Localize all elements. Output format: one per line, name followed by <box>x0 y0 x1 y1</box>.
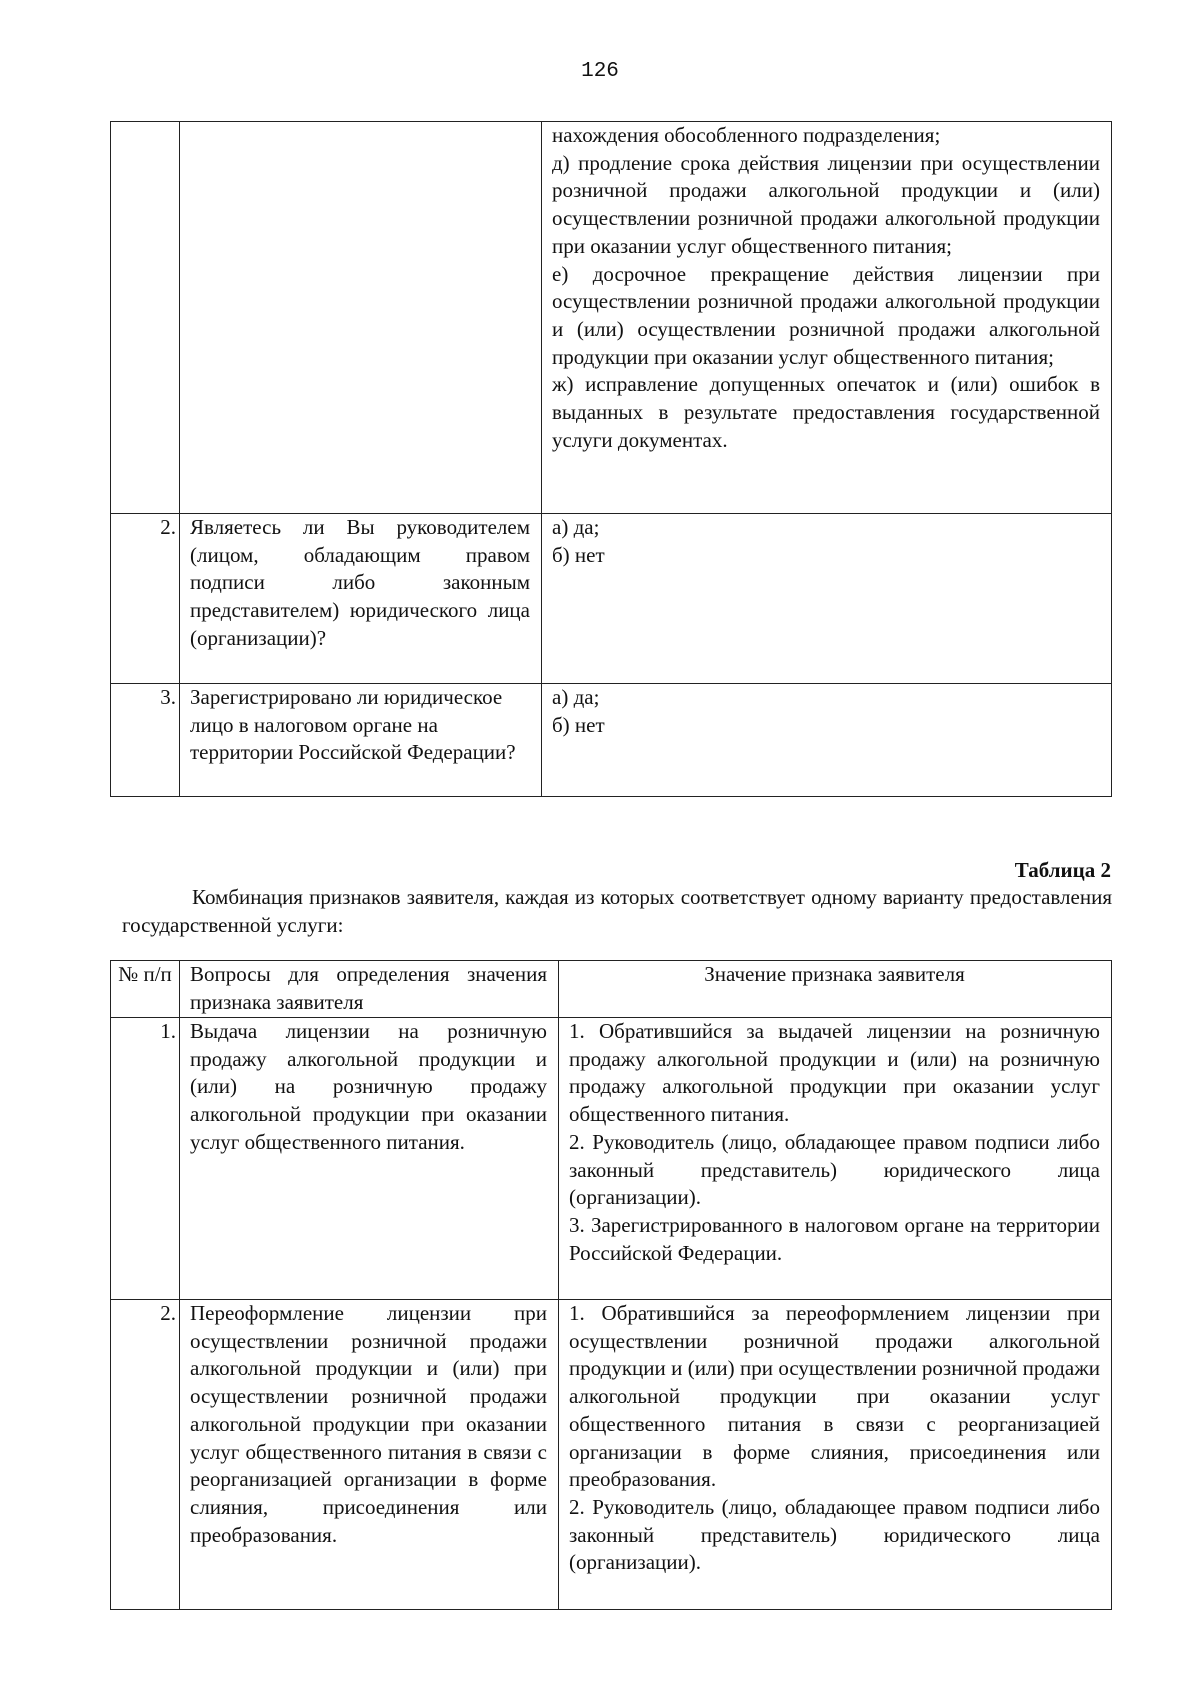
criteria-table-2 <box>110 960 1112 1610</box>
value-item: 3. Зарегистрированного в налоговом органе на территории Российской Федерации. <box>569 1212 1100 1265</box>
table-row <box>111 122 1112 514</box>
question-cell: Выдача лицензии на розничную продажу алкогольной продукции и (или) на розничную продажу алкогольной продукции при оказании услуг общественного питания. <box>180 1018 559 1300</box>
row-number <box>111 122 180 514</box>
value-item: 1. Обратившийся за выдачей лицензии на розничную продажу алкогольной продукции и (или) на розничную продажу алкогольной продукции при оказании услуг общественного питания. <box>569 1019 1100 1127</box>
question-cell <box>180 122 542 514</box>
table-header-row <box>111 961 1112 1018</box>
answer-option: а) да; <box>552 515 600 539</box>
value-cell <box>559 1300 1112 1610</box>
table-row <box>111 1300 1112 1610</box>
row-number: 2. <box>111 1300 180 1610</box>
answer-line: нахождения обособленного подразделения; <box>552 123 941 147</box>
answer-option: е) досрочное прекращение действия лицензии при осуществлении розничной продажи алкогольной продукции и (или) осуществлении розничной продажи алкогольной продукции при оказании услуг общественного питания; <box>552 261 1100 369</box>
header-number: № п/п <box>111 961 180 1018</box>
header-question: Вопросы для определения значения признака заявителя <box>180 961 559 1018</box>
value-cell <box>559 1018 1112 1300</box>
header-value: Значение признака заявителя <box>559 961 1112 1018</box>
table-row <box>111 1018 1112 1300</box>
table-intro-paragraph: Комбинация признаков заявителя, каждая из которых соответствует одному варианту предоставления государственной услуги: <box>122 885 1112 937</box>
answer-option: ж) исправление допущенных опечаток и (или) ошибок в выданных в результате предоставления государственной услуги документах. <box>552 372 1100 452</box>
page-number: 126 <box>581 60 619 83</box>
answers-cell <box>542 684 1112 797</box>
answer-option: а) да; <box>552 685 600 709</box>
answer-option: д) продление срока действия лицензии при осуществлении розничной продажи алкогольной продукции и (или) осуществлении розничной продажи алкогольной продукции при оказании услуг общественного питания; <box>552 150 1100 258</box>
table-caption: Таблица 2 <box>1014 858 1111 882</box>
table-row <box>111 514 1112 684</box>
row-number: 3. <box>111 684 180 797</box>
question-cell: Переоформление лицензии при осуществлении розничной продажи алкогольной продукции и (или) при осуществлении розничной продажи алкогольной продукции при оказании услуг общественного питания в связи с реорганизацией организации в форме слияния, присоединения или преобразования. <box>180 1300 559 1610</box>
value-item: 2. Руководитель (лицо, обладающее правом подписи либо законный представитель) юридического лица (организации). <box>569 1494 1100 1575</box>
row-number: 1. <box>111 1018 180 1300</box>
answers-cell <box>542 514 1112 684</box>
table-row <box>111 684 1112 797</box>
value-item: 1. Обратившийся за переоформлением лицензии при осуществлении розничной продажи алкогольной продукции и (или) при осуществлении розничной продажи алкогольной продукции при оказании услуг общественного питания в связи с реорганизацией организации в форме слияния, присоединения или преобразования. <box>569 1301 1100 1492</box>
criteria-table-1 <box>110 121 1112 797</box>
question-cell: Зарегистрировано ли юридическое лицо в налоговом органе на территории Российской Федерации? <box>180 684 542 797</box>
row-number: 2. <box>111 514 180 684</box>
answer-option: б) нет <box>552 712 605 737</box>
answers-cell <box>542 122 1112 514</box>
question-cell: Являетесь ли Вы руководителем (лицом, обладающим правом подписи либо законным представителем) юридического лица (организации)? <box>180 514 542 684</box>
value-item: 2. Руководитель (лицо, обладающее правом подписи либо законный представитель) юридического лица (организации). <box>569 1129 1100 1210</box>
answer-option: б) нет <box>552 542 605 567</box>
